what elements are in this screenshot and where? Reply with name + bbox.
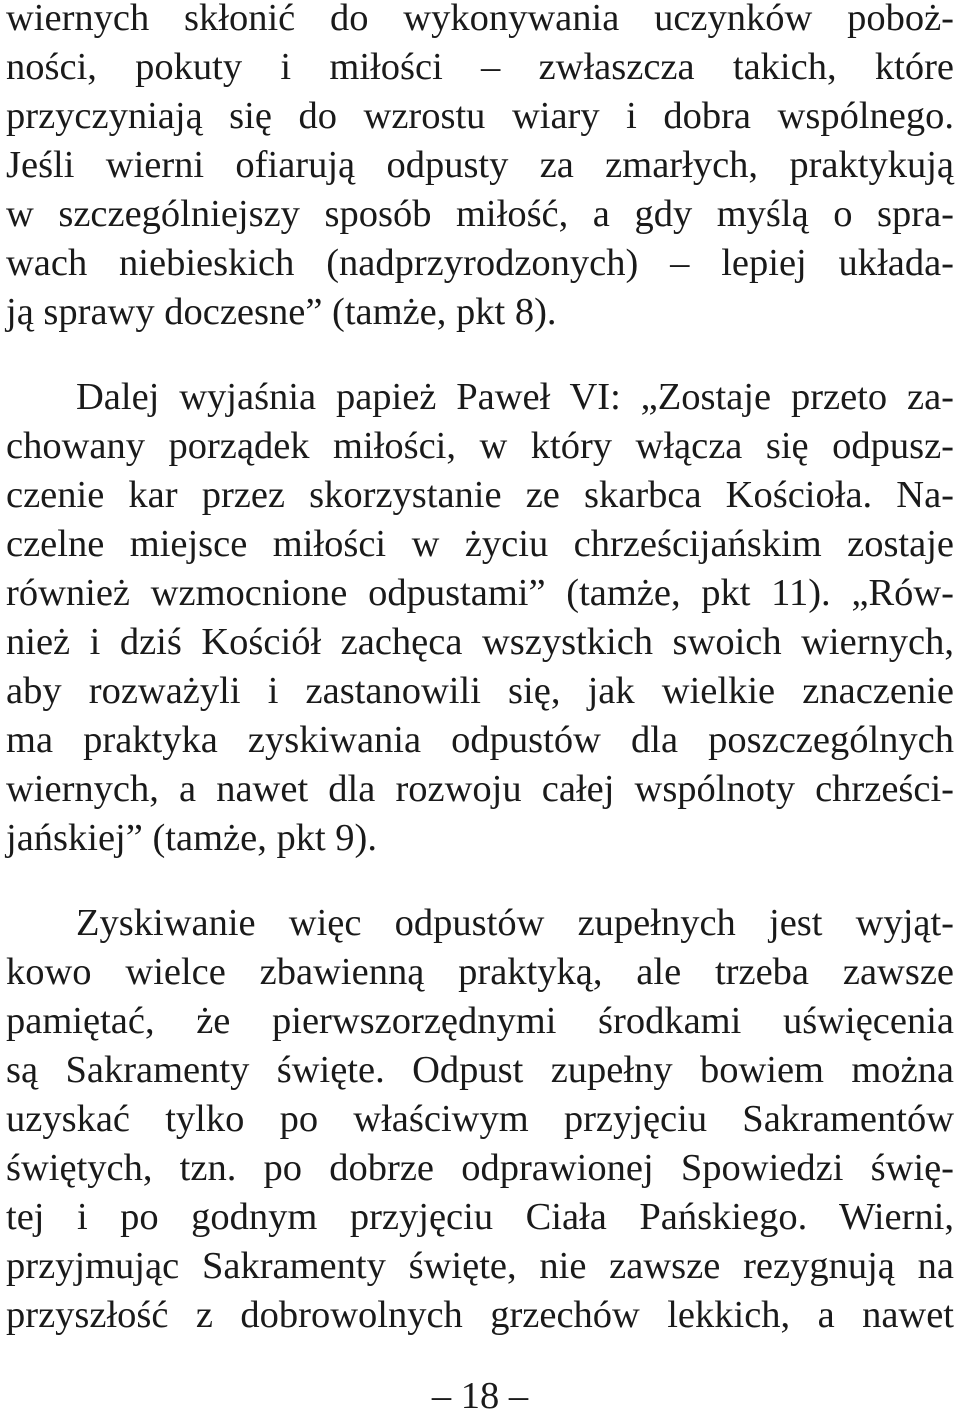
text-line: wach niebieskich (nadprzyrodzonych) – lepiej układa-: [6, 242, 954, 284]
text-line: pamiętać, że pierwszorzędnymi środkami uświęcenia: [6, 1000, 954, 1042]
text-line: ją sprawy doczesne” (tamże, pkt 8).: [6, 291, 557, 333]
text-line: Dalej wyjaśnia papież Paweł VI: „Zostaje przeto za-: [76, 376, 954, 418]
page-number: – 18 –: [431, 1375, 529, 1417]
text-line: wiernych skłonić do wykonywania uczynków poboż-: [6, 0, 954, 39]
text-line: Zyskiwanie więc odpustów zupełnych jest wyjąt-: [76, 902, 954, 944]
text-line: nież i dziś Kościół zachęca wszystkich swoich wiernych,: [6, 621, 954, 663]
text-line: czelne miejsce miłości w życiu chrześcijańskim zostaje: [6, 523, 954, 565]
text-line: przyjmując Sakramenty święte, nie zawsze rezygnują na: [6, 1245, 954, 1287]
text-line: tej i po godnym przyjęciu Ciała Pańskiego. Wierni,: [6, 1196, 954, 1238]
text-line: wiernych, a nawet dla rozwoju całej wspólnoty chrześci-: [6, 768, 954, 810]
text-line: świętych, tzn. po dobrze odprawionej Spowiedzi świę-: [6, 1147, 954, 1189]
text-line: jańskiej” (tamże, pkt 9).: [6, 817, 377, 859]
text-line: uzyskać tylko po właściwym przyjęciu Sakramentów: [6, 1098, 954, 1140]
text-line: przyczyniają się do wzrostu wiary i dobra wspólnego.: [6, 95, 954, 137]
text-line: również wzmocnione odpustami” (tamże, pkt 11). „Rów-: [6, 572, 954, 614]
text-line: w szczególniejszy sposób miłość, a gdy myślą o spra-: [6, 193, 954, 235]
text-line: ma praktyka zyskiwania odpustów dla poszczególnych: [6, 719, 954, 761]
text-line: Jeśli wierni ofiarują odpusty za zmarłych, praktykują: [6, 144, 954, 186]
text-line: aby rozważyli i zastanowili się, jak wielkie znaczenie: [6, 670, 954, 712]
text-line: kowo wielce zbawienną praktyką, ale trzeba zawsze: [6, 951, 954, 993]
text-line: czenie kar przez skorzystanie ze skarbca Kościoła. Na-: [6, 474, 954, 516]
text-line: są Sakramenty święte. Odpust zupełny bowiem można: [6, 1049, 954, 1091]
text-line: ności, pokuty i miłości – zwłaszcza takich, które: [6, 46, 954, 88]
text-line: chowany porządek miłości, w który włącza się odpusz-: [6, 425, 954, 467]
text-line: przyszłość z dobrowolnych grzechów lekkich, a nawet: [6, 1294, 954, 1336]
